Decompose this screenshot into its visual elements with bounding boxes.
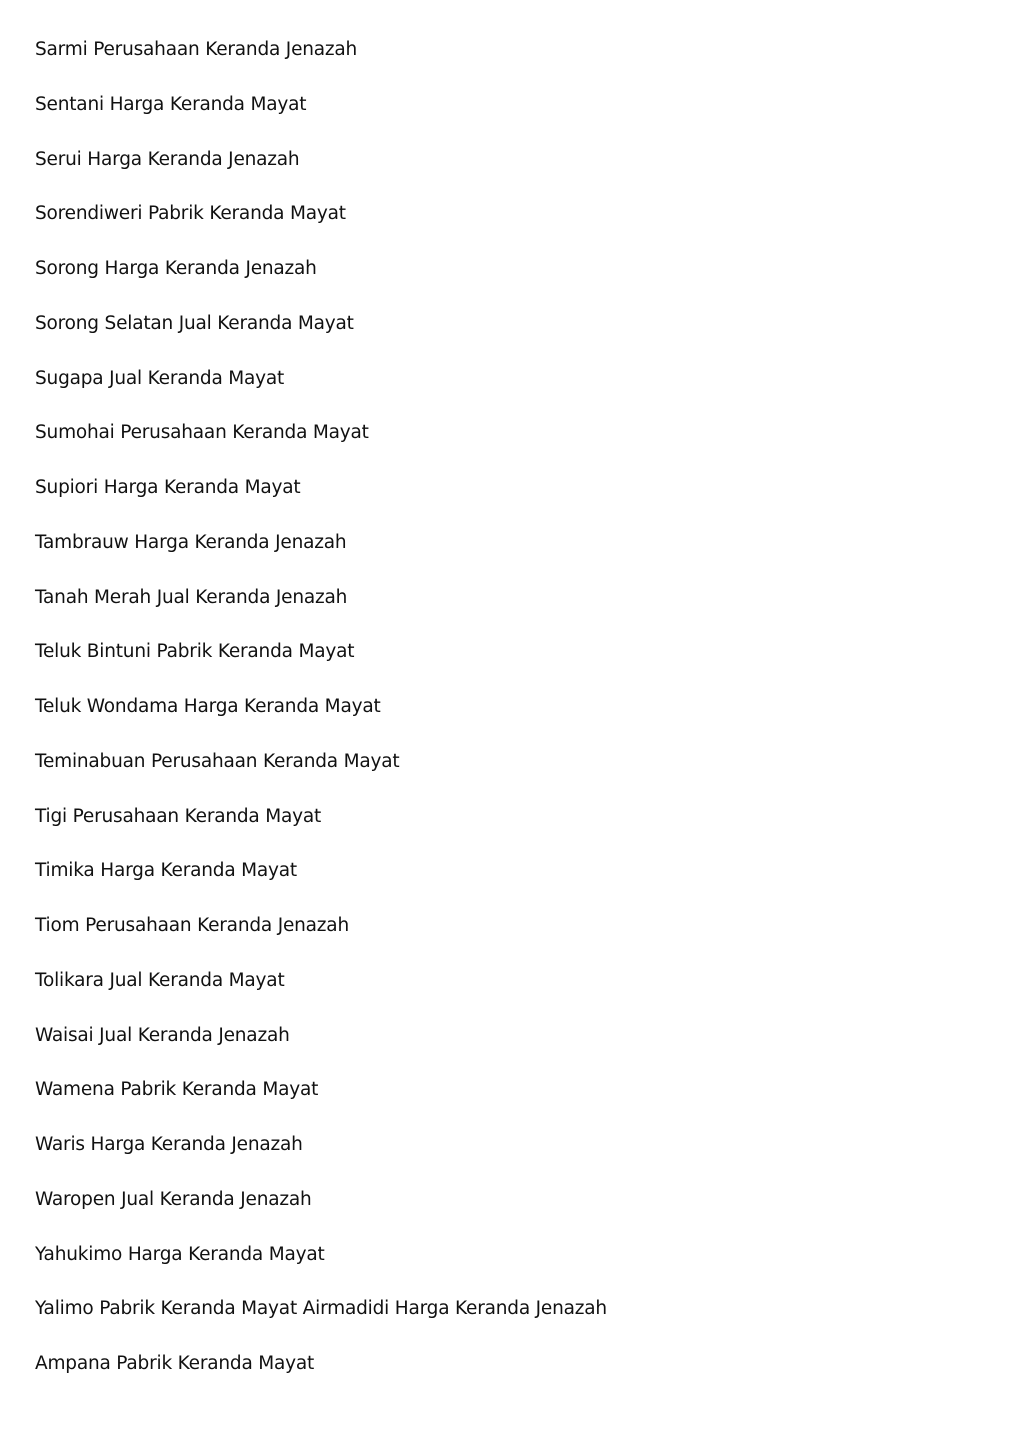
text-line: Sugapa Jual Keranda Mayat <box>35 367 285 389</box>
text-line: Sentani Harga Keranda Mayat <box>35 93 307 115</box>
text-line: Serui Harga Keranda Jenazah <box>35 148 300 170</box>
text-line: Ampana Pabrik Keranda Mayat <box>35 1353 315 1374</box>
text-line: Teminabuan Perusahaan Keranda Mayat <box>35 750 400 772</box>
text-line: Timika Harga Keranda Mayat <box>35 860 297 882</box>
text-line: Yalimo Pabrik Keranda Mayat Airmadidi Harga Keranda Jenazah <box>35 1298 607 1320</box>
text-line: Sorong Harga Keranda Jenazah <box>35 258 317 279</box>
text-line: Yahukimo Harga Keranda Mayat <box>35 1243 325 1265</box>
text-line-list <box>35 36 607 1405</box>
text-line: Waropen Jual Keranda Jenazah <box>35 1188 312 1210</box>
text-line: Sorong Selatan Jual Keranda Mayat <box>35 312 354 334</box>
text-line: Wamena Pabrik Keranda Mayat <box>35 1079 319 1101</box>
text-line: Tambrauw Harga Keranda Jenazah <box>35 531 347 553</box>
text-line: Tigi Perusahaan Keranda Mayat <box>35 805 322 827</box>
text-line: Waris Harga Keranda Jenazah <box>35 1134 303 1155</box>
text-line: Tiom Perusahaan Keranda Jenazah <box>35 915 349 936</box>
text-line: Supiori Harga Keranda Mayat <box>35 477 301 498</box>
text-line: Waisai Jual Keranda Jenazah <box>35 1024 290 1046</box>
text-line: Sarmi Perusahaan Keranda Jenazah <box>35 39 358 60</box>
text-line: Sorendiweri Pabrik Keranda Mayat <box>35 203 346 225</box>
text-line: Teluk Bintuni Pabrik Keranda Mayat <box>35 641 355 663</box>
text-line: Sumohai Perusahaan Keranda Mayat <box>35 422 369 444</box>
text-line: Tanah Merah Jual Keranda Jenazah <box>35 586 348 608</box>
text-line: Teluk Wondama Harga Keranda Mayat <box>35 696 381 717</box>
text-line: Tolikara Jual Keranda Mayat <box>35 969 285 991</box>
